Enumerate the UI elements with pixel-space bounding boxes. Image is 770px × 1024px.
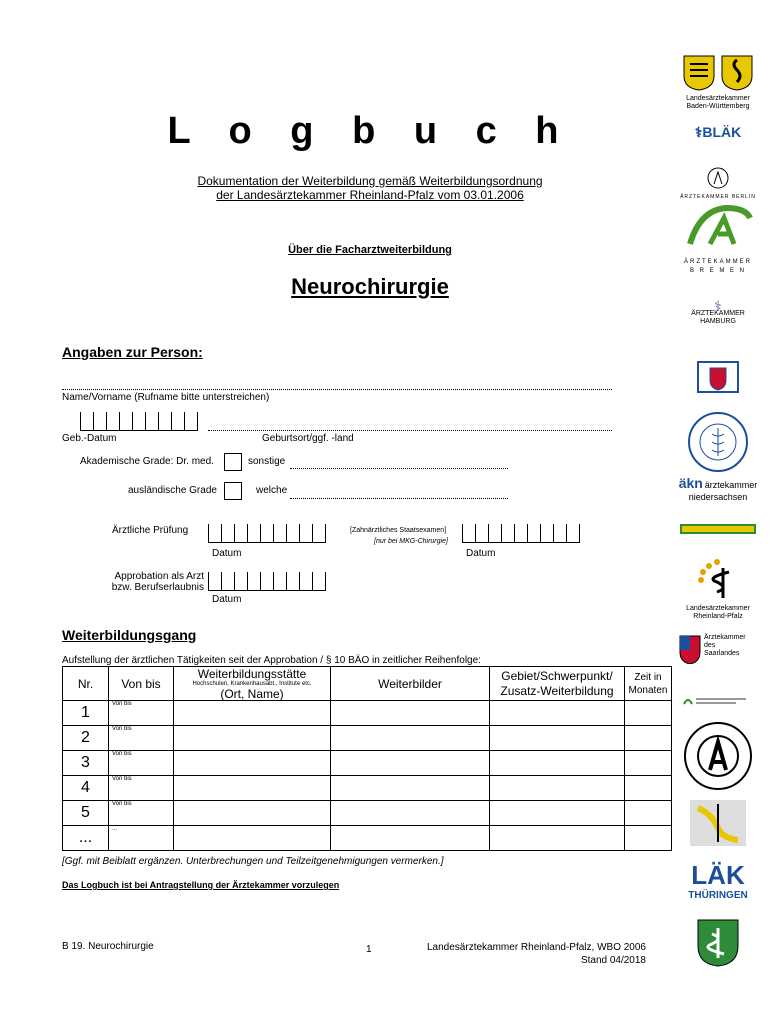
row-von-bis[interactable]: Von bis [109,801,174,826]
logo-green-emblem [678,204,758,253]
hamburg-name-1: ÄRZTEKAMMER [691,310,745,317]
aekn-mark: äkn [678,475,703,491]
aekn-region: niedersachsen [688,492,748,502]
row-von-bis[interactable]: Von bis [109,726,174,751]
footer-right-2: Stand 04/2018 [580,955,646,966]
row-weiterbilder[interactable] [331,726,490,751]
vorlegen-note: Das Logbuch ist bei Antragstellung der Ärztekammer vorzulegen [62,880,340,890]
approbation-cells[interactable] [208,572,326,591]
table-row [63,776,672,801]
ausl-checkbox[interactable] [224,482,242,500]
row-gebiet[interactable] [490,776,625,801]
row-weiterbilder[interactable] [331,701,490,726]
col-gebiet-2: Zusatz-Weiterbildung [500,683,614,698]
laek-region: THÜRINGEN [688,890,748,901]
logo-schleswig-holstein [678,800,758,849]
col-gebiet-1: Gebiet/Schwerpunkt/ [501,668,613,683]
footer-page: 1 [366,944,372,955]
hamburg-name-2: HAMBURG [700,318,736,325]
zahn-cells[interactable] [462,524,580,543]
staff-icon: ⚕ [714,298,722,314]
row-nr: 2 [63,726,109,751]
col-zeit-1: Zeit in [634,671,662,683]
table-row [63,826,672,851]
saar-name-3: Saarlandes [704,650,740,657]
welche-line[interactable] [290,498,508,499]
row-zeit[interactable] [625,801,672,826]
row-nr: 3 [63,751,109,776]
row-gebiet[interactable] [490,701,625,726]
name-line[interactable] [62,389,612,390]
row-zeit[interactable] [625,751,672,776]
row-zeit[interactable] [625,826,672,851]
row-staette[interactable] [174,801,331,826]
zahn-label-1: [Zahnärztliches Staatsexamen] [350,527,447,534]
row-nr: 1 [63,701,109,726]
page-title: L o g b u c h [167,110,573,152]
table-row [63,701,672,726]
col-staette [174,667,331,701]
geb-datum-label: Geb.-Datum [62,433,117,444]
hessen-shield-icon [696,360,740,394]
green-shield-icon [696,918,740,968]
row-weiterbilder[interactable] [331,826,490,851]
col-gebiet [490,667,625,701]
aekn-name: ärztekammer [704,480,758,490]
row-nr: ... [63,826,109,851]
row-gebiet[interactable] [490,826,625,851]
geb-datum-cells[interactable] [80,412,198,431]
col-zeit-2: Monaten [628,684,668,696]
wb-intro: Aufstellung der ärztlichen Tätigkeiten seit der Approbation / § 10 BÄO in zeitlicher Reihenfolge: [62,655,481,666]
row-gebiet[interactable] [490,801,625,826]
snake-staff-icon [693,558,743,602]
logo-bremen [678,258,758,276]
pruefung-label: Ärztliche Prüfung [112,525,189,536]
nrw-bar-icon [680,522,756,538]
table-note: [Ggf. mit Beiblatt ergänzen. Unterbrechungen und Teilzeitgenehmigungen vermerken.] [62,856,444,867]
row-staette[interactable] [174,701,331,726]
col-staette-sub: (Ort, Name) [220,686,284,701]
col-staette-small: Hochschulen, Krankenhausabt., Institute etc. [192,680,312,687]
row-weiterbilder[interactable] [331,751,490,776]
row-von-bis[interactable]: ... [109,826,174,851]
approbation-line-2: bzw. Berufserlaubnis [111,582,204,593]
blaek-name: BLÄK [702,124,742,140]
name-label: Name/Vorname (Rufname bitte unterstreichen) [62,392,270,403]
logo-baden-wuerttemberg [678,52,758,111]
row-staette[interactable] [174,726,331,751]
green-emblem-icon [680,204,756,250]
approbation-line-1: Approbation als Arzt [114,571,204,582]
row-nr: 5 [63,801,109,826]
row-weiterbilder[interactable] [331,776,490,801]
bw-name-1: Landesärztekammer [686,95,750,102]
logo-round-seal [678,410,758,477]
wb-heading: Weiterbildungsgang [62,627,197,643]
col-von: Von bis [109,667,174,701]
logo-laek-thueringen [678,862,758,904]
subtitle-line-1: Dokumentation der Weiterbildung gemäß Weiterbildungsordnung [197,174,543,188]
footer-right-1: Landesärztekammer Rheinland-Pfalz, WBO 2006 [427,942,646,953]
sonstige-line[interactable] [290,468,508,469]
geburtsort-label: Geburtsort/ggf. -land [262,433,354,444]
col-nr: Nr. [63,667,109,701]
laek-mark: LÄK [691,860,745,890]
logo-aekn [678,475,758,503]
pruefung-datum: Datum [212,548,242,559]
footer-right [390,941,646,967]
logo-rheinland-pfalz [678,558,758,621]
bw-name-2: Baden-Württemberg [686,103,750,110]
table-header-row [63,667,672,701]
row-gebiet[interactable] [490,751,625,776]
logo-hamburg [678,298,758,326]
akad-label: Akademische Grade: Dr. med. [80,456,214,467]
staff-icon: ⚕ [694,124,703,140]
sachsen-mark-icon [680,694,756,708]
facharzt-label: Über die Facharztweiterbildung [288,244,452,256]
bw-shield-icon [680,52,756,92]
ausl-label: ausländische Grade [128,485,217,496]
col-zeit [625,667,672,701]
round-seal-icon [686,410,750,474]
approbation-label [92,571,204,593]
row-nr: 4 [63,776,109,801]
row-von-bis[interactable]: Von bis [109,701,174,726]
subtitle-line-2: der Landesärztekammer Rheinland-Pfalz vom 03.01.2006 [216,188,524,202]
table-row [63,726,672,751]
row-weiterbilder[interactable] [331,801,490,826]
saar-name-1: Ärztekammer [704,634,746,641]
logo-blaek [678,124,758,140]
rlp-name-1: Landesärztekammer [686,605,750,612]
rlp-name-2: Rheinland-Pfalz [693,613,743,620]
approbation-datum: Datum [212,594,242,605]
footer-left: B 19. Neurochirurgie [62,941,154,952]
table-row [63,801,672,826]
col-weiterbilder: Weiterbilder [331,667,490,701]
welche-label: welche [256,485,288,496]
row-staette[interactable] [174,826,331,851]
weiterbildung-table [62,666,672,851]
logo-hessen [678,360,758,397]
zahn-datum: Datum [466,548,496,559]
row-staette[interactable] [174,776,331,801]
row-gebiet[interactable] [490,726,625,751]
logo-berlin [678,166,758,201]
logo-green-shield [678,918,758,971]
table-row [63,751,672,776]
row-zeit[interactable] [625,776,672,801]
row-von-bis[interactable]: Von bis [109,776,174,801]
saar-name-2: des [704,642,716,649]
fach-name: Neurochirurgie [291,274,449,299]
bremen-name-1: ÄRZTEKAMMER [683,259,752,265]
col-staette-title: Weiterbildungsstätte [197,666,307,681]
bremen-name-2: B R E M E N [689,268,746,274]
person-heading: Angaben zur Person: [62,344,203,360]
logo-sachsen-small [678,694,758,711]
dr-med-checkbox[interactable] [224,453,242,471]
saar-shield-icon [678,634,702,664]
sh-emblem-icon [690,800,746,846]
logo-saarland [678,634,758,664]
logo-nrw-bar [678,522,758,541]
berlin-name: ÄRZTEKAMMER BERLIN [680,194,756,200]
logo-sachsen-anhalt [678,720,758,795]
berlin-emblem-icon [703,166,733,190]
row-zeit[interactable] [625,726,672,751]
sonstige-label: sonstige [248,456,286,467]
geburtsort-line[interactable] [208,430,612,431]
zahn-label-2: [nur bei MKG-Chirurgie] [374,538,448,545]
row-zeit[interactable] [625,701,672,726]
sachsen-anhalt-seal-icon [682,720,754,792]
pruefung-cells[interactable] [208,524,326,543]
row-von-bis[interactable]: Von bis [109,751,174,776]
row-staette[interactable] [174,751,331,776]
